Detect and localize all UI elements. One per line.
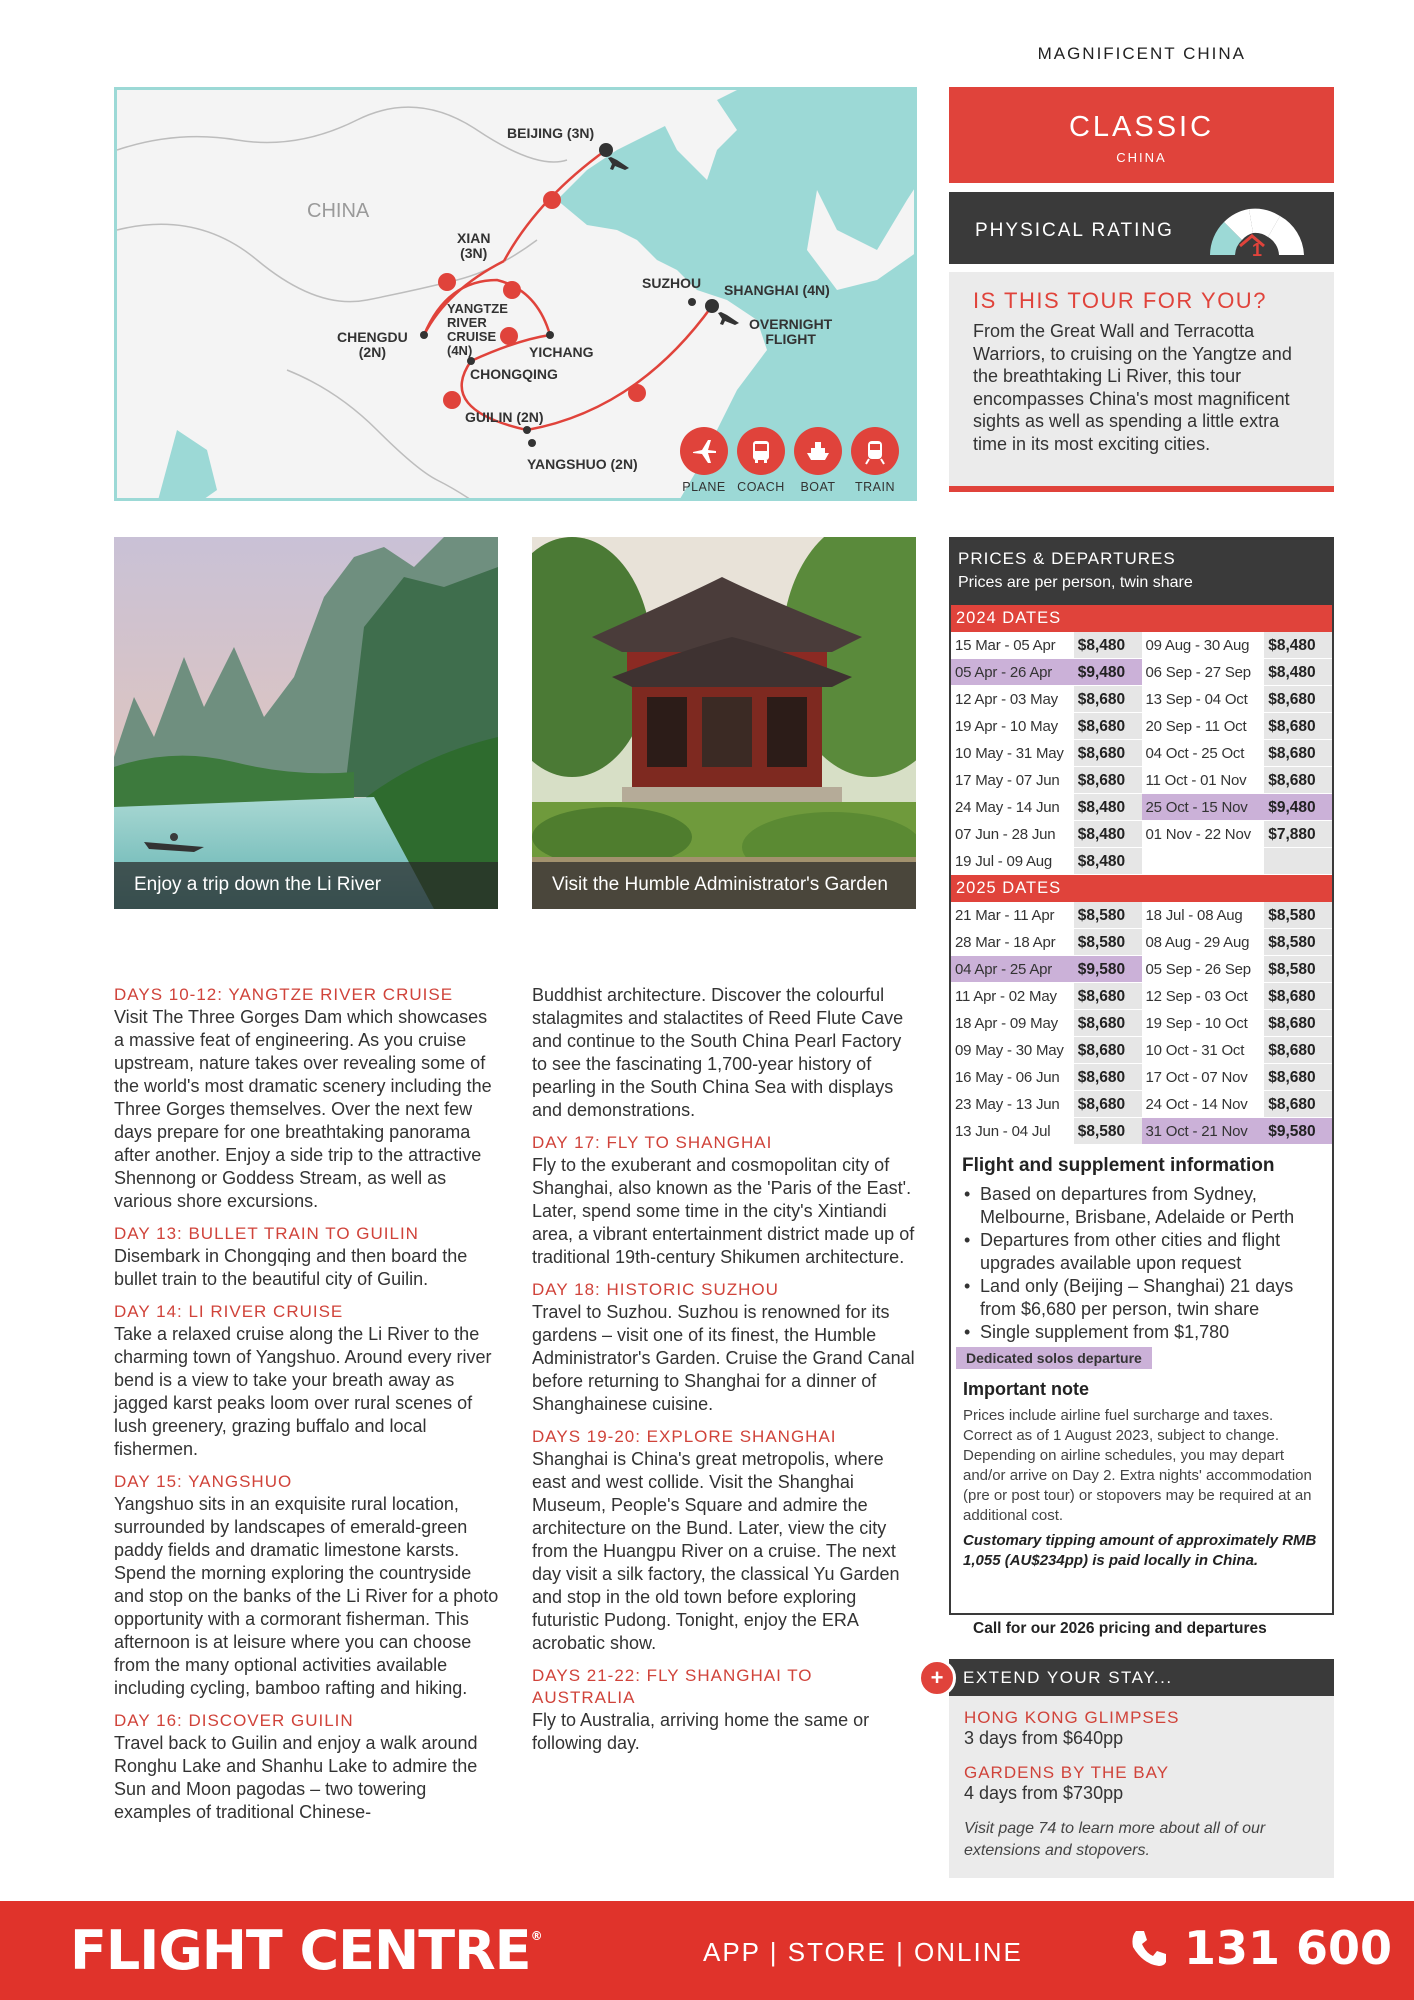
important-note — [951, 1369, 1332, 1571]
call-pricing-note: Call for our 2026 pricing and departures — [973, 1620, 1267, 1637]
map-label-suzhou: SUZHOU — [642, 275, 702, 291]
tour-name: CLASSIC — [1068, 111, 1215, 143]
departure-dates: 18 Jul - 08 Aug — [1145, 907, 1243, 924]
itinerary-day — [114, 1471, 499, 1700]
departure-dates: 10 Oct - 31 Oct — [1145, 1042, 1245, 1059]
coach-icon — [737, 427, 785, 475]
departure-dates: 07 Jun - 28 Jun — [955, 826, 1056, 843]
day-text: Take a relaxed cruise along the Li River to the charming town of Yangshuo. Around every river bend is a view to take your breath away as jagged karst peaks loom over rural scenes of lush greenery, grazing buffalo and local fishermen. — [114, 1324, 492, 1459]
departure-dates: 28 Mar - 18 Apr — [955, 934, 1056, 951]
departure-dates: 06 Sep - 27 Sep — [1145, 664, 1251, 681]
tour-region: CHINA — [1116, 150, 1167, 165]
departure-price: $8,480 — [1074, 632, 1142, 658]
departure-dates: 15 Mar - 05 Apr — [955, 637, 1056, 654]
map-country-label: CHINA — [307, 200, 370, 222]
supplement-title: Flight and supplement information — [962, 1155, 1275, 1176]
extension-visit-note: Visit page 74 to learn more about all of our extensions and stopovers. — [964, 1820, 1266, 1859]
legend-plane: PLANE — [672, 427, 736, 494]
legend-train: TRAIN — [843, 427, 907, 494]
map-label-yangtze: YANGTZE RIVER CRUISE (4N) — [447, 301, 508, 358]
departure-dates: 13 Sep - 04 Oct — [1145, 691, 1248, 708]
departure-price: $8,680 — [1264, 740, 1332, 766]
legend-coach: COACH — [729, 427, 793, 494]
prices-header — [951, 539, 1332, 605]
departure-price: $7,880 — [1264, 821, 1332, 847]
day-title: DAY 15: YANGSHUO — [114, 1472, 293, 1491]
photo-caption: Visit the Humble Administrator's Garden — [532, 862, 916, 909]
itinerary-day — [532, 1426, 917, 1655]
day-title: DAYS 10-12: YANGTZE RIVER CRUISE — [114, 985, 454, 1004]
extension-title: HONG KONG GLIMPSES — [964, 1708, 1180, 1727]
route-map — [114, 87, 917, 501]
day-text: Yangshuo sits in an exquisite rural location, surrounded by landscapes of emerald-green paddy fields and dramatic limestone karsts. Spend the morning exploring the countryside and stop on the banks of the Li River for a photo opportunity with a cormorant fisherman. This afternoon is at leisure where you can choose from the many optional activities available including cycling, bamboo rafting and hiking. — [114, 1494, 499, 1698]
departure-price: $8,580 — [1074, 902, 1142, 928]
photo-li-river — [114, 537, 498, 909]
price-row — [951, 1118, 1332, 1145]
supplement-item: • Land only (Beijing – Shanghai) 21 days from $6,680 per person, twin share — [962, 1275, 1321, 1321]
legend-boat: BOAT — [786, 427, 850, 494]
itinerary-column-left — [114, 984, 499, 1834]
itinerary-column-right — [532, 984, 917, 1765]
departure-price: $8,680 — [1074, 1064, 1142, 1090]
departure-price: $8,680 — [1264, 686, 1332, 712]
price-row — [951, 821, 1332, 848]
price-row — [951, 740, 1332, 767]
departure-price: $8,580 — [1264, 929, 1332, 955]
map-label-chengdu: CHENGDU (2N) — [337, 329, 408, 360]
price-row — [951, 767, 1332, 794]
departure-price: $8,580 — [1074, 929, 1142, 955]
departure-dates: 31 Oct - 21 Nov — [1142, 1118, 1265, 1144]
year-2024-header: 2024 DATES — [951, 605, 1332, 632]
itinerary-day — [532, 1665, 917, 1755]
train-icon — [851, 427, 899, 475]
departure-price: $8,580 — [1264, 902, 1332, 928]
map-label-shanghai: SHANGHAI (4N) — [724, 282, 830, 298]
footer — [0, 1901, 1414, 2000]
departure-price: $8,480 — [1074, 821, 1142, 847]
price-row — [951, 632, 1332, 659]
price-row — [951, 1037, 1332, 1064]
phone-icon — [1128, 1927, 1170, 1969]
physical-rating-label: PHYSICAL RATING — [975, 220, 1174, 241]
departure-dates: 18 Apr - 09 May — [955, 1015, 1058, 1032]
channel-links[interactable]: APP | STORE | ONLINE — [703, 1937, 1023, 1967]
departure-price: $8,680 — [1074, 713, 1142, 739]
day-text: Fly to the exuberant and cosmopolitan city of Shanghai, also known as the 'Paris of the East'. Later, spend some time in the city's Xintiandi area, a vibrant entertainment district made up of traditional 19th-century Shikumen architecture. — [532, 1155, 915, 1267]
note-title: Important note — [963, 1379, 1089, 1399]
svg-text:1: 1 — [1251, 240, 1263, 260]
departure-price: $8,680 — [1264, 713, 1332, 739]
departure-dates: 24 May - 14 Jun — [955, 799, 1060, 816]
map-label-guilin: GUILIN (2N) — [465, 409, 544, 425]
price-row — [951, 983, 1332, 1010]
departure-dates: 12 Sep - 03 Oct — [1145, 988, 1248, 1005]
departure-dates: 19 Jul - 09 Aug — [955, 853, 1053, 870]
extend-stay-header: EXTEND YOUR STAY... — [949, 1659, 1334, 1696]
departure-dates: 25 Oct - 15 Nov — [1142, 794, 1265, 820]
extension-price: 3 days from $640pp — [964, 1728, 1124, 1748]
map-label-yangshuo: YANGSHUO (2N) — [527, 456, 638, 472]
physical-rating — [949, 192, 1334, 264]
itinerary-day — [114, 1301, 499, 1461]
departure-dates: 09 Aug - 30 Aug — [1145, 637, 1250, 654]
map-label-xian: XIAN (3N) — [457, 230, 491, 261]
day-title: DAY 13: BULLET TRAIN TO GUILIN — [114, 1224, 419, 1243]
price-row — [951, 1064, 1332, 1091]
departure-dates: 17 May - 07 Jun — [955, 772, 1060, 789]
itinerary-day — [114, 1710, 499, 1824]
map-label-chongqing: CHONGQING — [470, 366, 558, 382]
departure-price: $8,680 — [1074, 686, 1142, 712]
departure-price: $9,580 — [1264, 1118, 1332, 1144]
departure-dates: 05 Sep - 26 Sep — [1145, 961, 1251, 978]
departure-dates: 24 Oct - 14 Nov — [1145, 1096, 1248, 1113]
price-row — [951, 956, 1332, 983]
departure-dates: 11 Apr - 02 May — [955, 988, 1057, 1005]
note-text: Prices include airline fuel surcharge and taxes. Correct as of 1 August 2023, subject to change. Depending on airline schedules, you may depart and/or arrive on Day 2. Extra nights' accommodation (pre or post tour) or stopovers may be required at an additional cost. — [963, 1407, 1312, 1524]
extension-price: 4 days from $730pp — [964, 1783, 1124, 1803]
departure-price: $8,680 — [1074, 1010, 1142, 1036]
departure-dates: 04 Oct - 25 Oct — [1145, 745, 1245, 762]
day-title: DAYS 19-20: EXPLORE SHANGHAI — [532, 1427, 837, 1446]
day-text: Travel back to Guilin and enjoy a walk around Ronghu Lake and Shanhu Lake to admire the Sun and Moon pagodas – two towering examples of traditional Chinese- — [114, 1733, 478, 1822]
day-title: DAY 17: FLY TO SHANGHAI — [532, 1133, 773, 1152]
plane-icon — [680, 427, 728, 475]
departure-dates: 21 Mar - 11 Apr — [955, 907, 1055, 924]
departure-price: $8,480 — [1074, 794, 1142, 820]
itinerary-day — [114, 984, 499, 1213]
departure-price: $9,480 — [1264, 794, 1332, 820]
departure-price: $8,580 — [1074, 1118, 1142, 1144]
departure-price: $8,680 — [1074, 983, 1142, 1009]
for-you-title: IS THIS TOUR FOR YOU? — [973, 288, 1267, 313]
departure-dates: 08 Aug - 29 Aug — [1145, 934, 1250, 951]
phone-number[interactable]: 131 600 — [1128, 1921, 1392, 1975]
plus-icon: + — [918, 1659, 956, 1697]
map-label-beijing: BEIJING (3N) — [507, 125, 595, 141]
day-text: Fly to Australia, arriving home the same or following day. — [532, 1710, 870, 1753]
departure-price: $8,480 — [1264, 659, 1332, 685]
supplement-info — [951, 1145, 1332, 1344]
departure-dates: 04 Apr - 25 Apr — [951, 956, 1074, 982]
extend-stay-panel — [949, 1696, 1334, 1878]
departure-dates: 17 Oct - 07 Nov — [1145, 1069, 1248, 1086]
departure-price: $8,680 — [1074, 1037, 1142, 1063]
prices-departures — [949, 537, 1334, 1615]
departure-price: $8,680 — [1074, 740, 1142, 766]
departure-price: $8,680 — [1264, 1064, 1332, 1090]
photo-caption: Enjoy a trip down the Li River — [114, 862, 498, 909]
price-row — [951, 929, 1332, 956]
price-row — [951, 1091, 1332, 1118]
itinerary-day — [532, 1132, 917, 1269]
day-title: DAY 16: DISCOVER GUILIN — [114, 1711, 354, 1730]
rating-gauge-icon — [1202, 200, 1312, 260]
departure-dates — [1142, 848, 1265, 874]
tour-title-box — [949, 87, 1334, 183]
day-title: DAYS 21-22: FLY SHANGHAI TO AUSTRALIA — [532, 1666, 813, 1707]
day-title: DAY 14: LI RIVER CRUISE — [114, 1302, 344, 1321]
departure-price — [1264, 848, 1332, 874]
departure-price: $8,480 — [1074, 848, 1142, 874]
price-row — [951, 686, 1332, 713]
departure-price: $8,480 — [1264, 632, 1332, 658]
day-title: DAY 18: HISTORIC SUZHOU — [532, 1280, 779, 1299]
for-you-text: From the Great Wall and Terracotta Warriors, to cruising on the Yangtze and the breathtaking Li River, this tour encompasses China's most magnificent sights as well as spending a little extra time in its most exciting cities. — [973, 321, 1292, 454]
price-row — [951, 713, 1332, 740]
map-label-yichang: YICHANG — [529, 344, 594, 360]
extension-title: GARDENS BY THE BAY — [964, 1763, 1170, 1782]
departure-dates: 23 May - 13 Jun — [955, 1096, 1060, 1113]
solos-badge: Dedicated solos departure — [956, 1347, 1152, 1369]
departure-price: $8,680 — [1264, 1091, 1332, 1117]
tipping-note: Customary tipping amount of approximately RMB 1,055 (AU$234pp) is paid locally in China. — [963, 1532, 1317, 1569]
photo-garden — [532, 537, 916, 909]
price-row — [951, 1010, 1332, 1037]
tour-suitability — [949, 272, 1334, 492]
map-label-overnight: OVERNIGHT FLIGHT — [749, 316, 833, 347]
departure-price: $8,680 — [1264, 1010, 1332, 1036]
itinerary-day — [532, 1279, 917, 1416]
departure-price: $9,480 — [1074, 659, 1142, 685]
departure-dates: 05 Apr - 26 Apr — [951, 659, 1074, 685]
boat-icon — [794, 427, 842, 475]
price-row — [951, 902, 1332, 929]
brand-logo: FLIGHT CENTRE® — [70, 1919, 542, 1982]
departure-price: $8,580 — [1264, 956, 1332, 982]
year-2025-header: 2025 DATES — [951, 875, 1332, 902]
price-table-2025 — [951, 902, 1332, 1145]
departure-dates: 10 May - 31 May — [955, 745, 1064, 762]
price-table-2024 — [951, 632, 1332, 875]
departure-dates: 12 Apr - 03 May — [955, 691, 1058, 708]
departure-price: $8,680 — [1264, 1037, 1332, 1063]
day-text: Shanghai is China's great metropolis, where east and west collide. Visit the Shanghai Museum, People's Square and admire the architecture on the Bund. Later, view the city from the Huangpu River on a cruise. The next day visit a silk factory, the classical Yu Garden and stop in the old town before exploring futuristic Pudong. Tonight, enjoy the ERA acrobatic show. — [532, 1449, 900, 1653]
departure-dates: 11 Oct - 01 Nov — [1145, 772, 1247, 789]
prices-subtitle: Prices are per person, twin share — [958, 574, 1193, 591]
price-row — [951, 659, 1332, 686]
itinerary-day — [532, 984, 917, 1122]
departure-dates: 01 Nov - 22 Nov — [1145, 826, 1251, 843]
departure-price: $8,680 — [1264, 767, 1332, 793]
departure-dates: 19 Apr - 10 May — [955, 718, 1058, 735]
departure-dates: 09 May - 30 May — [955, 1042, 1064, 1059]
day-text: Disembark in Chongqing and then board the bullet train to the beautiful city of Guilin. — [114, 1246, 468, 1289]
price-row — [951, 794, 1332, 821]
day-text: Buddhist architecture. Discover the colourful stalagmites and stalactites of Reed Flute Cave and continue to the South China Pearl Factory to see the fascinating 1,700-year history of pearling in the South China Sea with displays and demonstrations. — [532, 985, 904, 1120]
departure-price: $8,680 — [1074, 767, 1142, 793]
departure-price: $9,580 — [1074, 956, 1142, 982]
prices-title: PRICES & DEPARTURES — [958, 549, 1176, 568]
departure-price: $8,680 — [1264, 983, 1332, 1009]
itinerary-day — [114, 1223, 499, 1291]
departure-dates: 19 Sep - 10 Oct — [1145, 1015, 1248, 1032]
day-text: Visit The Three Gorges Dam which showcases a massive feat of engineering. As you cruise upstream, nature takes over revealing some of the world's most dramatic scenery including the Three Gorges themselves. Over the next few days prepare for one breathtaking panorama after another. Enjoy a side trip to the attractive Shennong or Goddess Stream, as well as various shore excursions. — [114, 1007, 492, 1211]
departure-dates: 16 May - 06 Jun — [955, 1069, 1060, 1086]
price-row — [951, 848, 1332, 875]
supplement-item: • Based on departures from Sydney, Melbourne, Brisbane, Adelaide or Perth — [962, 1183, 1321, 1229]
supplement-list — [962, 1183, 1321, 1344]
departure-price: $8,680 — [1074, 1091, 1142, 1117]
supplement-item: • Single supplement from $1,780 — [962, 1321, 1321, 1344]
supplement-item: • Departures from other cities and flight upgrades available upon request — [962, 1229, 1321, 1275]
departure-dates: 20 Sep - 11 Oct — [1145, 718, 1247, 735]
page-header: MAGNIFICENT CHINA — [1037, 44, 1246, 63]
day-text: Travel to Suzhou. Suzhou is renowned for its gardens – visit one of its finest, the Humble Administrator's Garden. Cruise the Grand Canal before returning to Shanghai for a dinner of Shanghainese cuisine. — [532, 1302, 915, 1414]
departure-dates: 13 Jun - 04 Jul — [955, 1123, 1051, 1140]
